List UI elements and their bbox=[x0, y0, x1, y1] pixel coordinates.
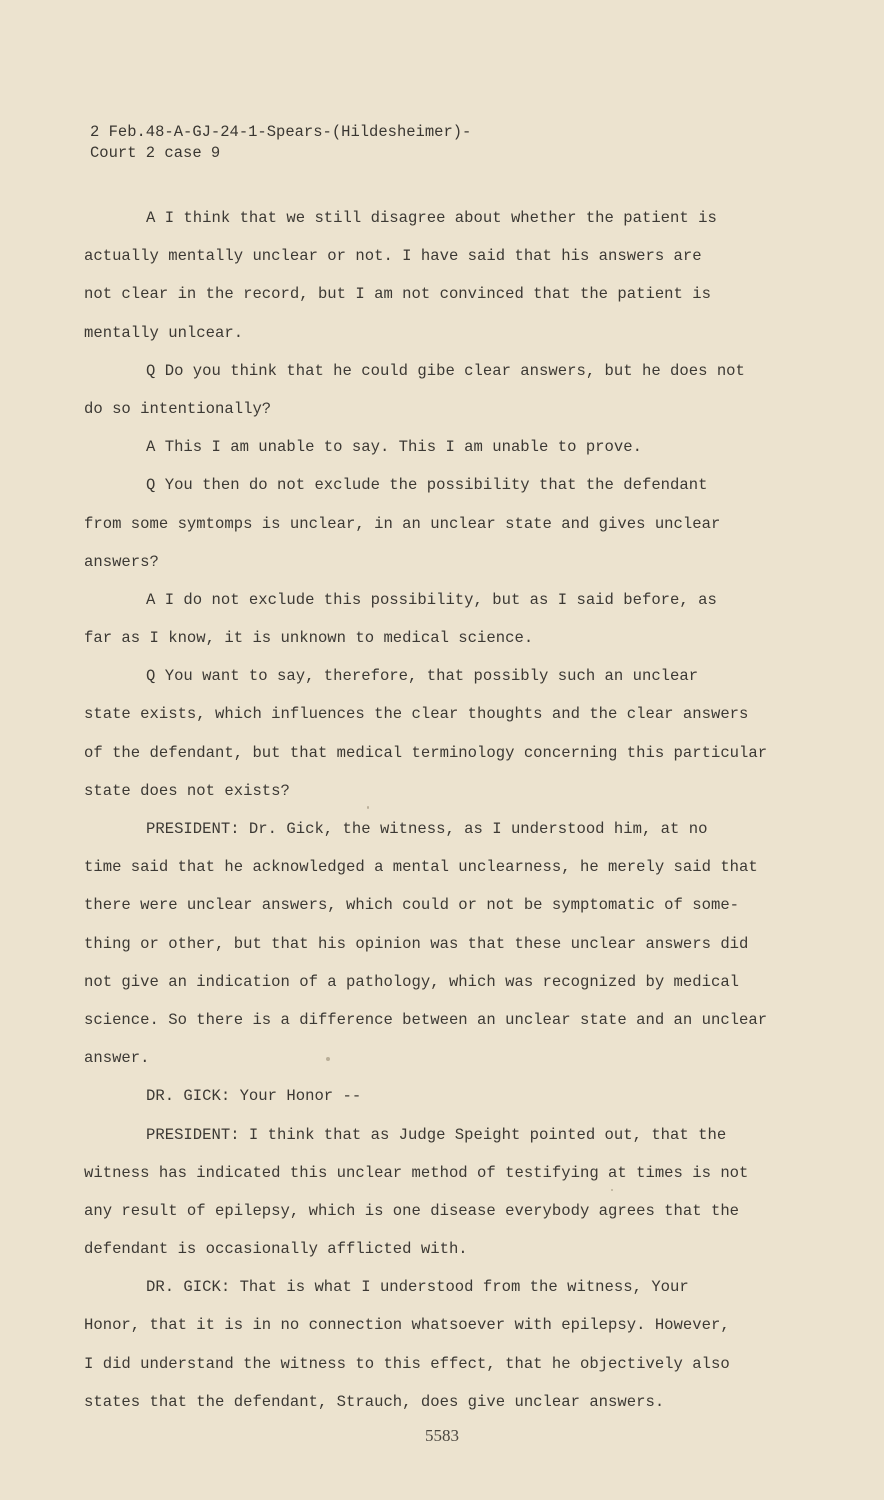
header-line-1: 2 Feb.48-A-GJ-24-1-Spears-(Hildesheimer)- bbox=[90, 123, 472, 141]
transcript-line: science. So there is a difference between an unclear state and an unclear bbox=[84, 1010, 768, 1029]
transcript-line: Q You want to say, therefore, that possibly such an unclear bbox=[146, 667, 699, 686]
transcript-line: far as I know, it is unknown to medical science. bbox=[84, 629, 534, 648]
transcript-line: A This I am unable to say. This I am unable to prove. bbox=[146, 438, 642, 457]
transcript-line: mentally unlcear. bbox=[84, 323, 244, 342]
transcript-line: Q You then do not exclude the possibility that the defendant bbox=[146, 476, 708, 495]
document-header bbox=[90, 122, 471, 164]
paper-speck bbox=[326, 1057, 330, 1061]
transcript-line: DR. GICK: That is what I understood from the witness, Your bbox=[146, 1278, 689, 1297]
transcript-line: not give an indication of a pathology, which was recognized by medical bbox=[84, 972, 740, 991]
transcript-line: A I do not exclude this possibility, but as I said before, as bbox=[146, 590, 717, 609]
transcript-line: witness has indicated this unclear method of testifying at times is not bbox=[84, 1163, 749, 1182]
transcript-line: Q Do you think that he could gibe clear answers, but he does not bbox=[146, 361, 745, 380]
transcript-line: states that the defendant, Strauch, does give unclear answers. bbox=[84, 1392, 665, 1411]
transcript-line: PRESIDENT: I think that as Judge Speight pointed out, that the bbox=[146, 1125, 727, 1144]
transcript-line: DR. GICK: Your Honor -- bbox=[146, 1087, 362, 1106]
header-line-2: Court 2 case 9 bbox=[90, 144, 221, 162]
transcript-line: PRESIDENT: Dr. Gick, the witness, as I understood him, at no bbox=[146, 820, 708, 838]
transcript-line: not clear in the record, but I am not convinced that the patient is bbox=[84, 285, 711, 304]
paper-speck bbox=[611, 1189, 613, 1191]
transcript-line: actually mentally unclear or not. I have said that his answers are bbox=[84, 247, 702, 266]
transcript-line: answers? bbox=[84, 552, 159, 571]
transcript-line: defendant is occasionally afflicted with. bbox=[84, 1240, 468, 1259]
transcript-line: from some symtomps is unclear, in an unclear state and gives unclear bbox=[84, 514, 721, 533]
transcript-line: of the defendant, but that medical terminology concerning this particular bbox=[84, 743, 768, 762]
transcript-line: there were unclear answers, which could or not be symptomatic of some- bbox=[84, 896, 740, 915]
transcript-line: A I think that we still disagree about whether the patient is bbox=[146, 209, 717, 227]
transcript-line: time said that he acknowledged a mental unclearness, he merely said that bbox=[84, 858, 758, 877]
transcript-line: thing or other, but that his opinion was that these unclear answers did bbox=[84, 934, 749, 953]
transcript-line: Honor, that it is in no connection whatsoever with epilepsy. However, bbox=[84, 1316, 730, 1335]
transcript-line: answer. bbox=[84, 1049, 150, 1068]
transcript-body bbox=[84, 199, 804, 1421]
transcript-line: any result of epilepsy, which is one disease everybody agrees that the bbox=[84, 1201, 740, 1220]
paper-speck bbox=[367, 806, 369, 809]
transcript-line: state exists, which influences the clear thoughts and the clear answers bbox=[84, 705, 749, 724]
page-number: 5583 bbox=[425, 1426, 459, 1445]
transcript-line: state does not exists? bbox=[84, 781, 290, 800]
transcript-line: I did understand the witness to this effect, that he objectively also bbox=[84, 1354, 730, 1373]
transcript-line: do so intentionally? bbox=[84, 399, 272, 418]
